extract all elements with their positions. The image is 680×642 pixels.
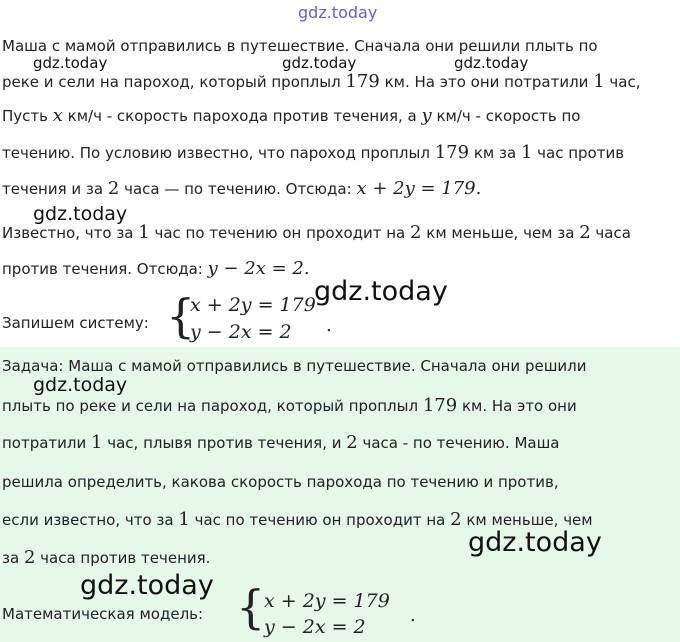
watermark: gdz.today (33, 374, 128, 396)
task-line: Задача: Маша с мамой отправились в путешествие. Сначала они решили (2, 357, 587, 375)
solution-line: Пусть x км/ч - скорость парохода против течения, а y км/ч - скорость по (2, 105, 581, 126)
system-label: Запишем систему: (2, 314, 149, 332)
task-line: потратили 1 час, плывя против течения, и 2 часа - по течению. Маша (2, 432, 560, 453)
watermark-large: gdz.today (80, 570, 214, 601)
period: . (410, 605, 416, 626)
system-brace: { (166, 289, 196, 343)
task-line: если известно, что за 1 час по течению он проходит на 2 км меньше, чем (2, 509, 593, 530)
watermark-top: gdz.today (298, 3, 378, 22)
task-line: плыть по реке и сели на пароход, который проплыл 179 км. На это они (2, 395, 577, 416)
solution-line: Маша с мамой отправились в путешествие. Сначала они решили плыть по (2, 37, 598, 55)
task-line: за 2 часа против течения. (2, 547, 211, 568)
model-label: Математическая модель: (2, 605, 204, 623)
watermark: gdz.today (282, 54, 357, 72)
watermark: gdz.today (33, 203, 128, 225)
equation: x + 2y = 179 (190, 294, 316, 316)
equation: y − 2x = 2 (190, 321, 292, 343)
period: . (326, 315, 332, 336)
watermark-large: gdz.today (314, 276, 448, 307)
equation: y − 2x = 2 (264, 616, 366, 638)
task-line: решила определить, какова скорость парохода по течению и против, (2, 473, 559, 491)
solution-line: против течения. Отсюда: y − 2x = 2. (2, 258, 310, 279)
watermark-large: gdz.today (468, 527, 602, 558)
equation: x + 2y = 179. (356, 178, 482, 199)
watermark: gdz.today (454, 54, 529, 72)
solution-line: течению. По условию известно, что пароход проплыл 179 км за 1 час против (2, 142, 625, 163)
equation: x + 2y = 179 (264, 590, 390, 612)
watermark: gdz.today (33, 54, 108, 72)
model-brace: { (236, 580, 266, 634)
solution-line: реке и сели на пароход, который проплыл 179 км. На это они потратили 1 час, (2, 71, 641, 92)
equation: y − 2x = 2. (207, 258, 310, 279)
solution-line: Известно, что за 1 час по течению он проходит на 2 км меньше, чем за 2 часа (2, 222, 631, 243)
solution-line: течения и за 2 часа — по течению. Отсюда: x + 2y = 179. (2, 178, 482, 199)
